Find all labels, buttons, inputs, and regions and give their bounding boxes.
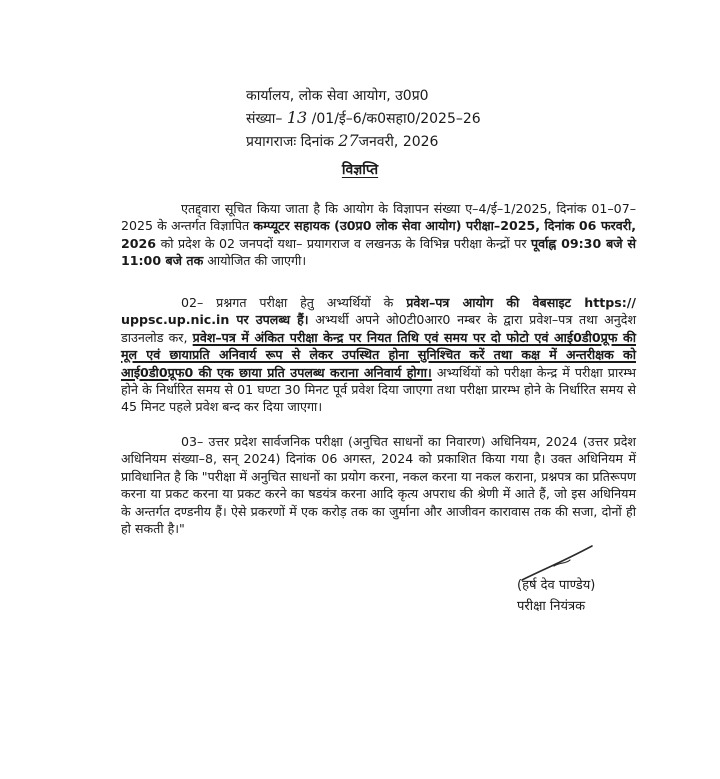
signatory-name: (हर्ष देव पाण्डेय) [517, 578, 596, 593]
notice-title: विज्ञप्ति [341, 162, 379, 178]
reference-number: संख्या– 13 /01/ई–6/क0सहा0/2025–26 [246, 108, 481, 127]
handwritten-ref-number: 13 [286, 108, 308, 127]
admit-card-website: प्रवेश–पत्र आयोग की वेबसाइट https:// uppsc.up.nic.in पर उपलब्ध हैं। [121, 295, 636, 328]
letterhead [246, 86, 481, 153]
office-name: कार्यालय, लोक सेवा आयोग, उ0प्र0 [246, 88, 429, 104]
exam-time: पूर्वाह्न 09:30 बजे से 11:00 बजे तक [121, 235, 636, 269]
paragraph-1: एतद्द्वारा सूचित किया जाता है कि आयोग के विज्ञापन संख्या ए–4/ई–1/2025, दिनांक 01–07–2025 के अन्तर्गत विज्ञापित कम्प्यूटर सहायक (उ0प्र0 लोक सेवा आयोग) परीक्षा–2025, दिनांक 06 फरवरी, 2026 को प्रदेश के 02 जनपदों यथा– प्रयागराज व लखनऊ के विभिन्न परीक्षा केन्द्रों पर पूर्वाह्न 09:30 बजे से 11:00 बजे तक आयोजित की जाएगी। [121, 201, 637, 269]
signature-block [517, 575, 595, 617]
exam-name: कम्प्यूटर सहायक (उ0प्र0 लोक सेवा आयोग) परीक्षा–2025, दिनांक 06 फरवरी, 2026 [121, 218, 637, 251]
paragraph-2: 02– प्रश्नगत परीक्षा हेतु अभ्यर्थियों के प्रवेश–पत्र आयोग की वेबसाइट https:// uppsc.up.nic.in पर उपलब्ध हैं। अभ्यर्थी अपने ओ0टी0आर0 नम्बर के द्वारा प्रवेश–पत्र तथा अनुदेश डाउनलोड कर, प्रवेश–पत्र में अंकित परीक्षा केन्द्र पर नियत तिथि एवं समय पर दो फोटो एवं आई0डी0प्रूफ की मूल एवं छायाप्रति अनिवार्य रूप से लेकर उपस्थित होना सुनिश्चित करें तथा कक्ष में अन्तरीक्षक को आई0डी0प्रूफ0 की एक छाया प्रति उपलब्ध कराना अनिवार्य होगा। अभ्यर्थियों को परीक्षा केन्द्र में परीक्षा प्रारम्भ होने के निर्धारित समय से 01 घण्टा 30 मिनट पूर्व प्रवेश दिया जाएगा तथा परीक्षा प्रारम्भ होने के निर्धारित समय से 45 मिनट पहले प्रवेश बन्द कर दिया जाएगा। [121, 295, 637, 415]
signatory-designation: परीक्षा नियंत्रक [517, 599, 586, 614]
issue-date: प्रयागराजः दिनांक 27जनवरी, 2026 [246, 131, 439, 150]
paragraph-3: 03– उत्तर प्रदेश सार्वजनिक परीक्षा (अनुचित साधनों का निवारण) अधिनियम, 2024 (उत्तर प्रदेश अधिनियम संख्या–8, सन् 2024) दिनांक 06 अगस्त, 2024 को प्रकाशित किया गया है। उक्त अधिनियम में प्राविधानित है कि "परीक्षा में अनुचित साधनों का प्रयोग करना, नकल करना या नकल कराना, प्रश्नपत्र का प्रतिरूपण करना या प्रकट करना या प्रकट करने का षडयंत्र करना आदि कृत्य अपराध की श्रेणी में आते हैं, जो इस अधिनियम के अन्तर्गत दण्डनीय हैं। ऐसे प्रकरणों में एक करोड़ तक का जुर्माना और आजीवन कारावास तक की सजा, दोनों ही हो सकती है।" [121, 434, 636, 537]
handwritten-date-day: 27 [338, 131, 359, 150]
id-proof-instruction: प्रवेश–पत्र में अंकित परीक्षा केन्द्र पर नियत तिथि एवं समय पर दो फोटो एवं आई0डी0प्रूफ की मूल एवं छायाप्रति अनिवार्य रूप से लेकर उपस्थित होना सुनिश्चित करें तथा कक्ष में अन्तरीक्षक को आई0डी0प्रूफ0 की एक छाया प्रति उपलब्ध कराना अनिवार्य होगा। [121, 329, 636, 380]
